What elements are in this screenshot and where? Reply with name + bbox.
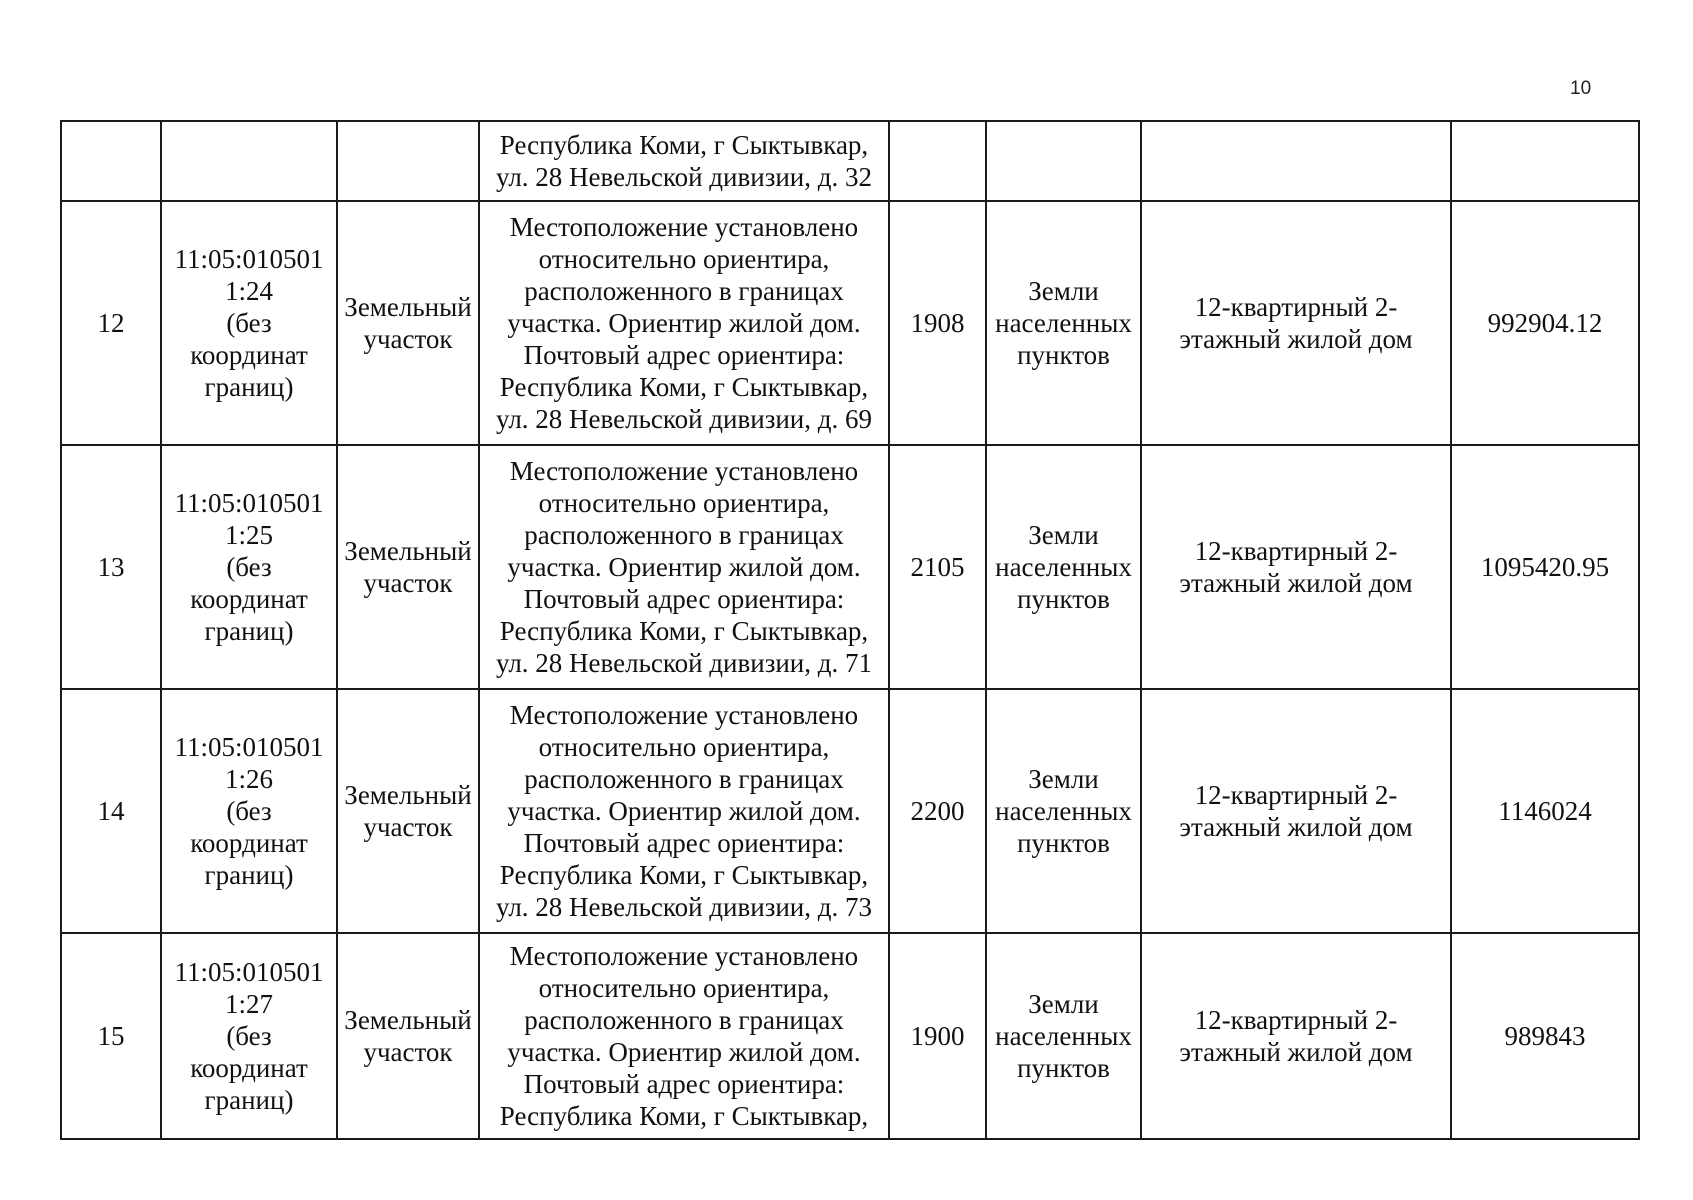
land-category-cell xyxy=(986,121,1141,201)
area-cell xyxy=(889,121,986,201)
object-type-cell: Земельный участок xyxy=(337,933,479,1139)
address-cell: Местоположение установлено относительно ориентира, расположенного в границах участка. Ориентир жилой дом. Почтовый адрес ориентира: Республика Коми, г Сыктывкар, xyxy=(479,933,889,1139)
cadastral-number-cell xyxy=(161,121,337,201)
permitted-use-cell: 12-квартирный 2- этажный жилой дом xyxy=(1141,445,1451,689)
land-plots-table xyxy=(60,120,1640,1140)
permitted-use-cell: 12-квартирный 2- этажный жилой дом xyxy=(1141,689,1451,933)
row-number-cell: 15 xyxy=(61,933,161,1139)
row-number-cell xyxy=(61,121,161,201)
area-cell: 1908 xyxy=(889,201,986,445)
cadastral-value-cell: 992904.12 xyxy=(1451,201,1639,445)
cadastral-value-cell xyxy=(1451,121,1639,201)
object-type-cell xyxy=(337,121,479,201)
table-row xyxy=(61,201,1639,445)
address-cell: Республика Коми, г Сыктывкар, ул. 28 Невельской дивизии, д. 32 xyxy=(479,121,889,201)
area-cell: 2200 xyxy=(889,689,986,933)
table-row xyxy=(61,445,1639,689)
row-number-cell: 13 xyxy=(61,445,161,689)
object-type-cell: Земельный участок xyxy=(337,445,479,689)
table-row xyxy=(61,933,1639,1139)
address-cell: Местоположение установлено относительно ориентира, расположенного в границах участка. Ориентир жилой дом. Почтовый адрес ориентира: Республика Коми, г Сыктывкар, ул. 28 Невельской дивизии, д. 71 xyxy=(479,445,889,689)
permitted-use-cell: 12-квартирный 2- этажный жилой дом xyxy=(1141,201,1451,445)
row-number-cell: 14 xyxy=(61,689,161,933)
page-number: 10 xyxy=(1570,78,1592,99)
cadastral-value-cell: 1146024 xyxy=(1451,689,1639,933)
land-category-cell: Земли населенных пунктов xyxy=(986,689,1141,933)
table-row xyxy=(61,121,1639,201)
land-category-cell: Земли населенных пунктов xyxy=(986,201,1141,445)
land-category-cell: Земли населенных пунктов xyxy=(986,933,1141,1139)
cadastral-value-cell: 1095420.95 xyxy=(1451,445,1639,689)
object-type-cell: Земельный участок xyxy=(337,689,479,933)
address-cell: Местоположение установлено относительно ориентира, расположенного в границах участка. Ориентир жилой дом. Почтовый адрес ориентира: Республика Коми, г Сыктывкар, ул. 28 Невельской дивизии, д. 73 xyxy=(479,689,889,933)
object-type-cell: Земельный участок xyxy=(337,201,479,445)
table-row xyxy=(61,689,1639,933)
cadastral-number-cell: 11:05:010501 1:24 (без координат границ) xyxy=(161,201,337,445)
cadastral-number-cell: 11:05:010501 1:25 (без координат границ) xyxy=(161,445,337,689)
area-cell: 2105 xyxy=(889,445,986,689)
address-cell: Местоположение установлено относительно ориентира, расположенного в границах участка. Ориентир жилой дом. Почтовый адрес ориентира: Республика Коми, г Сыктывкар, ул. 28 Невельской дивизии, д. 69 xyxy=(479,201,889,445)
row-number-cell: 12 xyxy=(61,201,161,445)
permitted-use-cell xyxy=(1141,121,1451,201)
area-cell: 1900 xyxy=(889,933,986,1139)
land-category-cell: Земли населенных пунктов xyxy=(986,445,1141,689)
cadastral-number-cell: 11:05:010501 1:26 (без координат границ) xyxy=(161,689,337,933)
cadastral-number-cell: 11:05:010501 1:27 (без координат границ) xyxy=(161,933,337,1139)
permitted-use-cell: 12-квартирный 2- этажный жилой дом xyxy=(1141,933,1451,1139)
cadastral-value-cell: 989843 xyxy=(1451,933,1639,1139)
